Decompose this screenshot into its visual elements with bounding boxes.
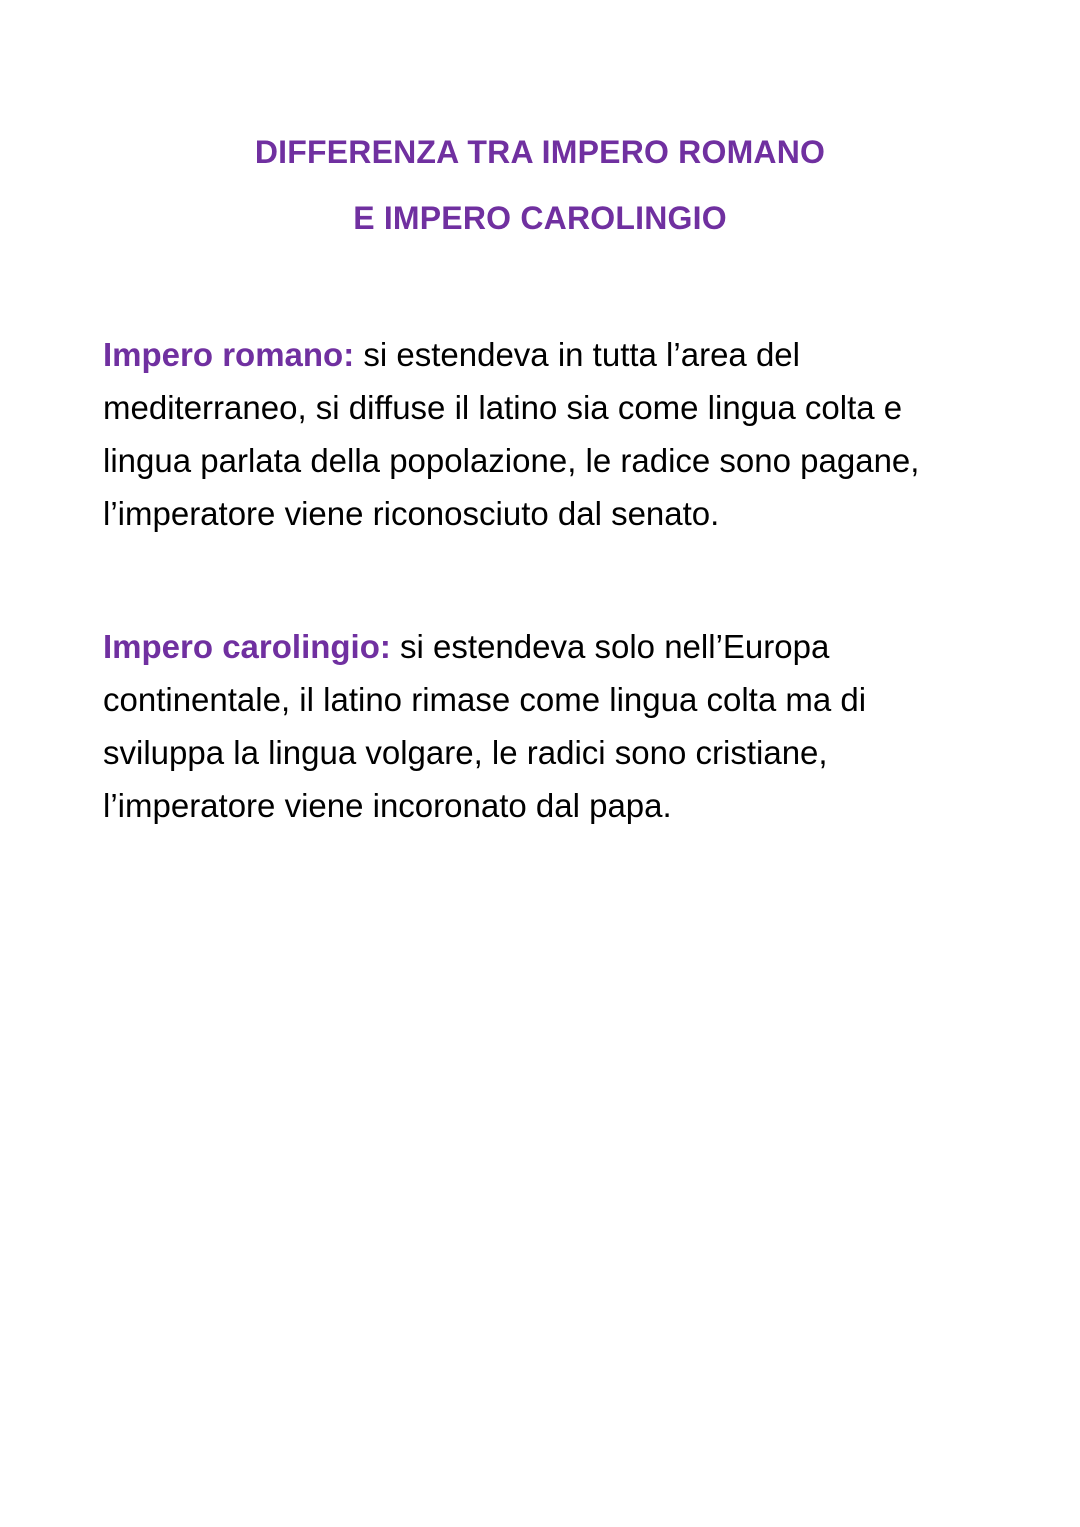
title-line-2: E IMPERO CAROLINGIO xyxy=(353,200,727,236)
section-label-impero-carolingio: Impero carolingio: xyxy=(103,628,391,665)
section-label-impero-romano: Impero romano: xyxy=(103,336,355,373)
paragraph-impero-romano xyxy=(103,328,983,540)
section-text-impero-carolingio: si estendeva solo nell’Europa continentale, il latino rimase come lingua colta ma di sviluppa la lingua volgare, le radici sono cristiane, l’imperatore viene incoronato dal papa. xyxy=(103,628,867,824)
title-line-1: DIFFERENZA TRA IMPERO ROMANO xyxy=(254,134,826,170)
section-text-impero-romano: si estendeva in tutta l’area del mediterraneo, si diffuse il latino sia come lingua colta e lingua parlata della popolazione, le radice sono pagane, l’imperatore viene riconosciuto dal senato. xyxy=(103,336,920,532)
paragraph-impero-carolingio xyxy=(103,620,983,832)
